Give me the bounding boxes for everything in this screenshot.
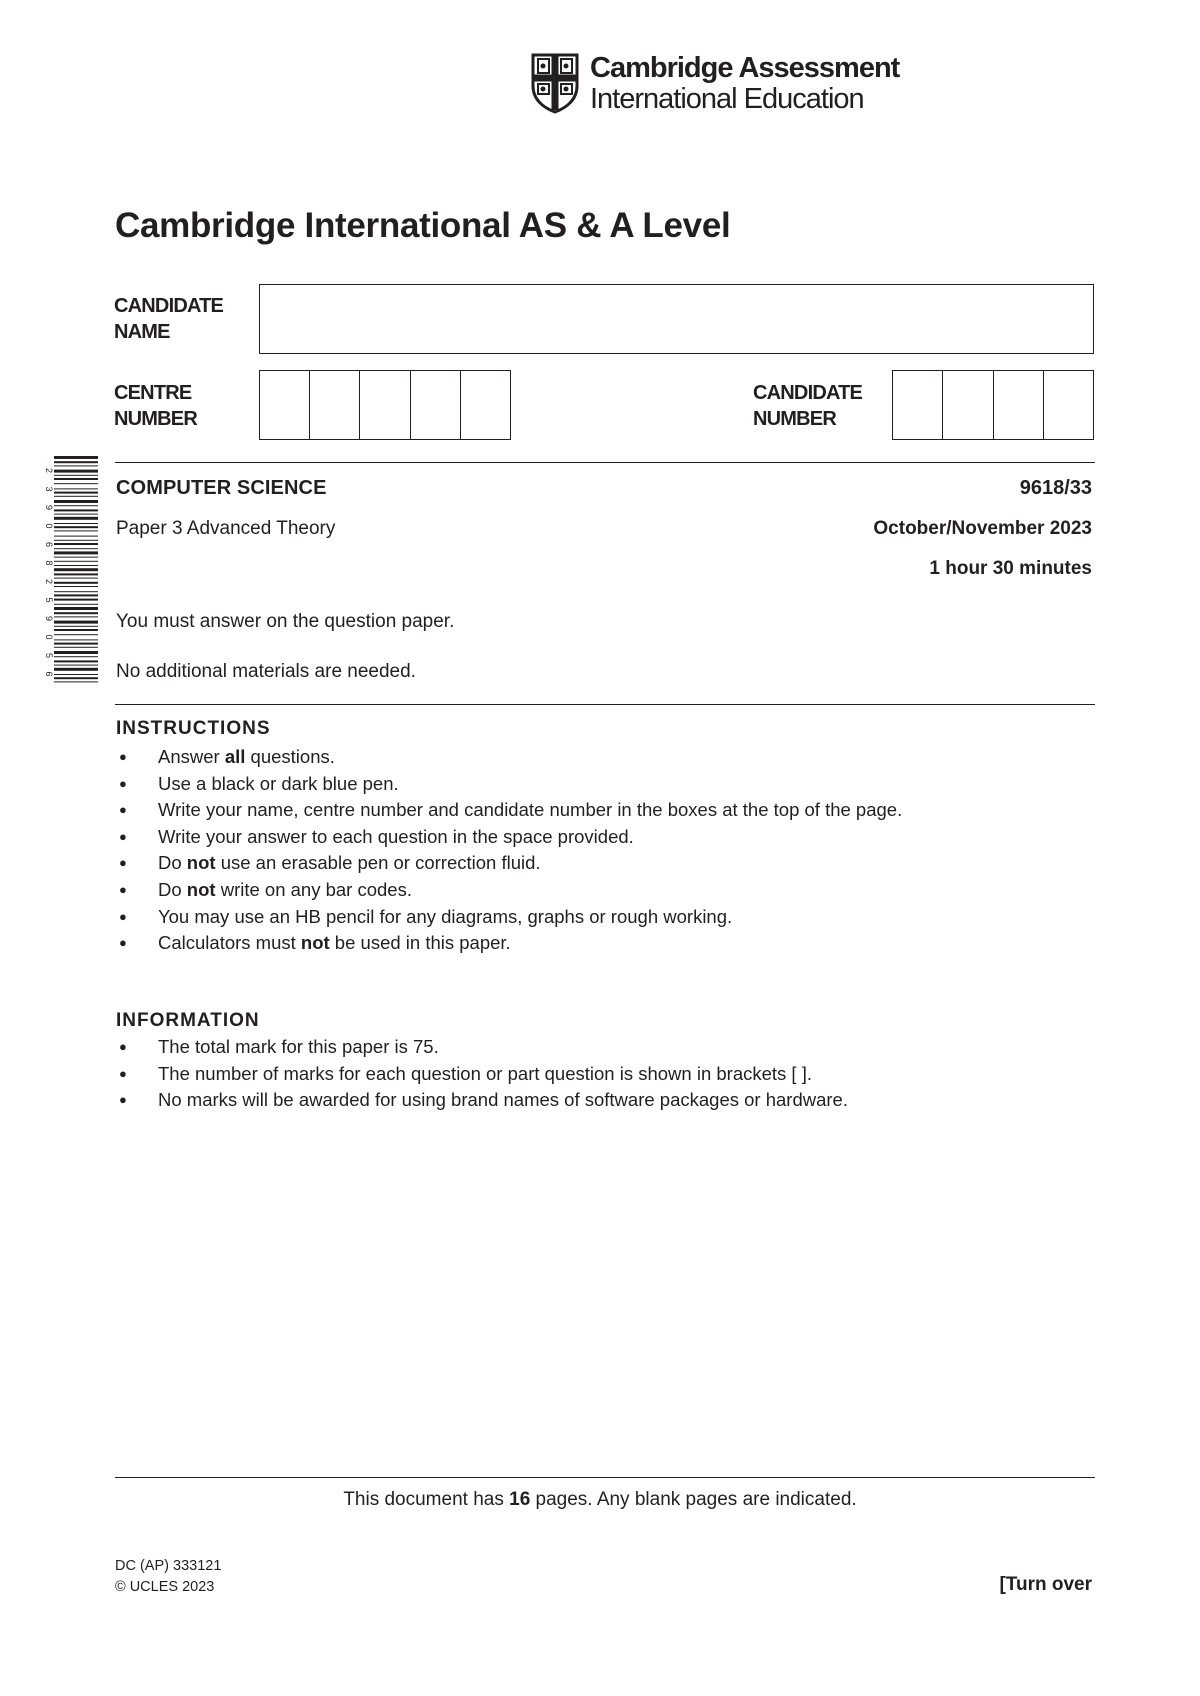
barcode-bar: [54, 478, 98, 480]
digit-cell[interactable]: [411, 371, 461, 439]
cambridge-logo: [530, 50, 910, 120]
barcode-bar: [54, 465, 98, 466]
barcode-bar: [54, 475, 98, 476]
barcode-bar: [54, 604, 98, 605]
label-line: NUMBER: [753, 408, 836, 430]
barcode-bar: [54, 621, 98, 624]
label-line: CENTRE: [114, 382, 192, 404]
paper-title: Paper 3 Advanced Theory: [116, 518, 336, 539]
page-count-pre: This document has: [343, 1489, 510, 1510]
barcode-bar: [54, 456, 98, 459]
barcode-bar: [54, 500, 98, 503]
list-item: ● The number of marks for each question or part question is shown in brackets [ ].: [116, 1061, 848, 1088]
information-heading: INFORMATION: [116, 1010, 260, 1031]
barcode-bar: [54, 551, 98, 554]
digit-cell[interactable]: [310, 371, 360, 439]
digit-cell[interactable]: [1044, 371, 1093, 439]
page-count-post: pages. Any blank pages are indicated.: [530, 1489, 857, 1510]
barcode-bar: [54, 526, 98, 528]
barcode-bar: [54, 557, 98, 558]
divider: [115, 462, 1095, 463]
barcode-bar: [54, 586, 98, 587]
barcode-digit: 8: [44, 560, 54, 566]
candidate-number-label: [753, 380, 862, 432]
paper-code: 9618/33: [1019, 477, 1092, 499]
barcode-bar: [54, 543, 98, 545]
barcode-digit: 6: [44, 542, 54, 548]
list-item: ● Answer all questions.: [116, 744, 902, 771]
candidate-name-label: [114, 293, 223, 345]
barcode-bar: [54, 629, 98, 631]
barcode-bar: [54, 674, 98, 675]
copyright: © UCLES 2023: [115, 1579, 215, 1595]
list-item: ● No marks will be awarded for using brand names of software packages or hardware.: [116, 1087, 848, 1114]
barcode-bar: [54, 599, 98, 601]
subject-title: COMPUTER SCIENCE: [116, 477, 327, 499]
page-count: 16: [509, 1489, 531, 1510]
barcode-bar: [54, 568, 98, 571]
barcode-digit: 2: [44, 468, 54, 474]
list-item: ● Write your answer to each question in the space provided.: [116, 824, 902, 851]
barcode-digit: 5: [44, 653, 54, 659]
barcode-bar: [54, 681, 98, 682]
barcode-bar: [54, 582, 98, 584]
digit-cell[interactable]: [943, 371, 993, 439]
barcode-digit: 9: [44, 505, 54, 511]
answer-note: You must answer on the question paper.: [116, 611, 455, 632]
barcode-bar: [54, 591, 98, 592]
exam-duration: 1 hour 30 minutes: [929, 558, 1092, 579]
barcode-digit: 0: [44, 634, 54, 640]
list-item: ● Use a black or dark blue pen.: [116, 771, 902, 798]
barcode-bar: [54, 523, 98, 524]
barcode-bar: [54, 647, 98, 648]
barcode-graphic: [40, 456, 98, 686]
barcode-bar: [54, 665, 98, 666]
label-line: NUMBER: [114, 408, 197, 430]
barcode-digit: 2: [44, 579, 54, 585]
information-list: [116, 1034, 848, 1114]
barcode-bar: [54, 643, 98, 645]
barcode-bar: [54, 656, 98, 657]
barcode-bar: [54, 488, 98, 489]
barcode-bar: [54, 470, 98, 473]
exam-session: October/November 2023: [873, 518, 1092, 539]
barcode-digit: 3: [44, 486, 54, 492]
barcode-bar: [54, 573, 98, 575]
barcode-bar: [54, 612, 98, 614]
barcode-bar: [54, 626, 98, 627]
centre-number-label: [114, 380, 197, 432]
digit-cell[interactable]: [893, 371, 943, 439]
materials-note: No additional materials are needed.: [116, 661, 416, 682]
barcode-bar: [54, 639, 98, 640]
instructions-heading: INSTRUCTIONS: [116, 718, 271, 739]
barcode-bar: [54, 651, 98, 654]
candidate-name-field[interactable]: [259, 284, 1094, 354]
barcode-digit: 9: [44, 616, 54, 622]
barcode-bar: [54, 483, 98, 484]
barcode-bar: [54, 496, 98, 497]
barcode-bar: [54, 616, 98, 617]
list-item: ● Do not use an erasable pen or correction fluid.: [116, 850, 902, 877]
document-reference: [115, 1556, 221, 1598]
candidate-number-field[interactable]: [892, 370, 1094, 440]
list-item: ● Calculators must not be used in this paper.: [116, 930, 902, 957]
barcode-bar: [54, 677, 98, 679]
barcode-bar: [54, 565, 98, 566]
list-item: ● The total mark for this paper is 75.: [116, 1034, 848, 1061]
divider: [115, 704, 1095, 705]
barcode-bar: [54, 536, 98, 537]
barcode-bar: [54, 509, 98, 511]
digit-cell[interactable]: [461, 371, 510, 439]
barcode-bar: [54, 594, 98, 596]
barcode-bar: [54, 540, 98, 541]
logo-line-1: Cambridge Assessment: [590, 52, 900, 84]
turn-over: [Turn over: [999, 1574, 1092, 1595]
barcode-digit: 0: [44, 523, 54, 529]
list-item: ● Write your name, centre number and candidate number in the boxes at the top of the page.: [116, 797, 902, 824]
divider: [115, 1477, 1095, 1478]
barcode-bar: [54, 514, 98, 515]
barcode-bar: [54, 561, 98, 562]
digit-cell[interactable]: [260, 371, 310, 439]
barcode-bar: [54, 578, 98, 579]
label-line: CANDIDATE: [753, 382, 863, 404]
barcode-bar: [54, 548, 98, 549]
logo-line-2: International Education: [590, 83, 864, 115]
list-item: ● Do not write on any bar codes.: [116, 877, 902, 904]
digit-cell[interactable]: [994, 371, 1044, 439]
qualification-title: Cambridge International AS & A Level: [115, 206, 731, 245]
list-item: ● You may use an HB pencil for any diagrams, graphs or rough working.: [116, 904, 902, 931]
barcode-bar: [54, 517, 98, 520]
reference-code: DC (AP) 333121: [115, 1558, 222, 1574]
instructions-list: [116, 744, 902, 957]
barcode: [40, 456, 98, 686]
barcode-bar: [54, 634, 98, 635]
barcode-digit: 6: [44, 671, 54, 677]
barcode-bar: [54, 660, 98, 662]
barcode-bar: [54, 668, 98, 671]
barcode-bar: [54, 607, 98, 610]
shield-crest-icon: [530, 52, 580, 114]
barcode-digit: 5: [44, 597, 54, 603]
barcode-bar: [54, 461, 98, 463]
barcode-bar: [54, 505, 98, 506]
centre-number-field[interactable]: [259, 370, 511, 440]
digit-cell[interactable]: [360, 371, 410, 439]
label-line: CANDIDATE: [114, 295, 224, 317]
barcode-bar: [54, 492, 98, 494]
label-line: NAME: [114, 321, 170, 343]
barcode-bar: [54, 530, 98, 531]
page-count-note: [0, 1489, 1200, 1511]
